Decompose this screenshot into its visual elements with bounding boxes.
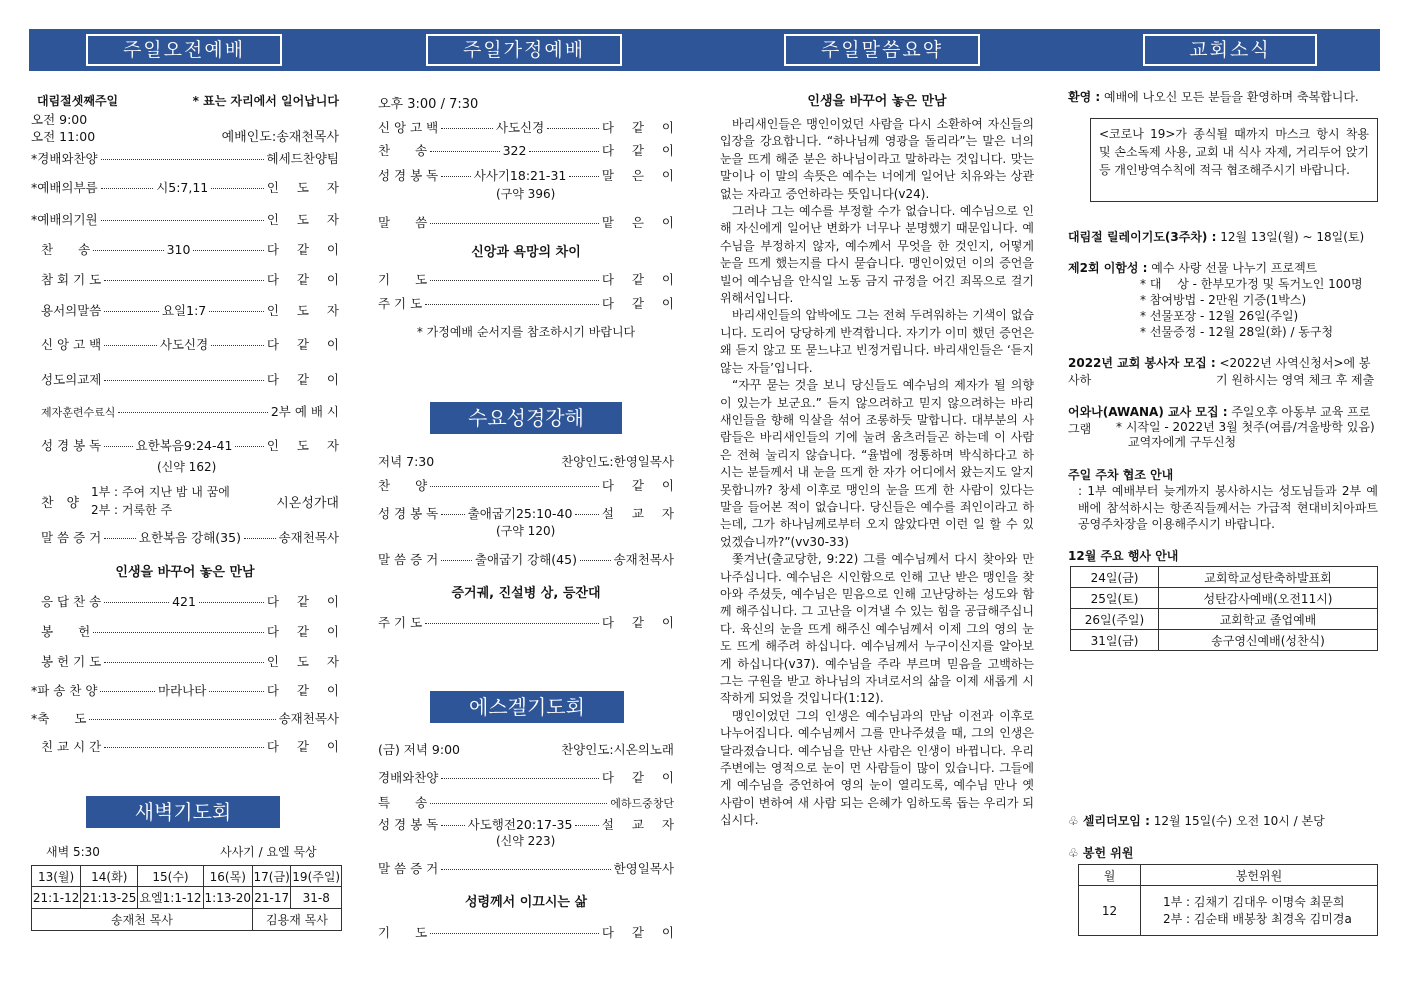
order-row: 말 씀 맡 은 이: [378, 215, 681, 230]
header-church-news: 교회소식: [1143, 34, 1317, 66]
summary-paragraph: “자꾸 묻는 것을 보니 당신들도 예수님의 제자가 될 의향이 있는가 보군요.” 듣지 않으려하고 믿지 않으려하는 바리새인들을 향해 익살을 섞어 조롱하듯 말합니다. 대부분의 사람들은 바리새인들의 기에 눌려 움츠러들곤 하는데 이 사람은 전혀 눌리지 않습니다. “율법에 정통하며 박식하다고 하시는 분들께서 내 눈을 뜨게 한 자가 어디에서 왔는지도 알지 못합니까? 창세 이후로 맹인의 눈을 뜨게 한 사람이 있다는 말을 들어본 적이 없습니다. 당신들은 예수를 죄인이라고 하는데, 그가 하나님께로부터 오지 않았다면 이런 일 할 수 있었겠습니까?”(vv30-33): [720, 378, 1034, 549]
order-row: 성 경 봉 독 출애굽기25:10-40 설 교 자: [378, 506, 682, 521]
order-row: 제자훈련수료식 2부 예 배 시: [41, 404, 339, 419]
order-row: 성 경 봉 독 요한복음9:24-41 인 도 자: [41, 438, 346, 453]
parking-text: : 1부 예배부터 늦게까지 봉사하시는 성도님들과 2부 예배에 참석하시는 항존직들께서는 가급적 현대비치아파트 공영주차장을 이용해주시기 바랍니다.: [1078, 484, 1378, 531]
ezek-title: 성령께서 이끄시는 삶: [464, 895, 588, 910]
order-row: 말 씀 증 거 출애굽기 강해(45) 송재천목사: [378, 552, 674, 567]
events-title: 12월 주요 행사 안내: [1068, 549, 1179, 563]
covid-notice: <코로나 19>가 종식될 때까지 마스크 항시 착용 및 손소독제 사용, 교회 내 식사 자제, 거리두어 앉기 등 개인방역수칙에 적극 협조해주시기 바랍니다.: [1090, 118, 1378, 202]
order-row: *경배와찬양 헤세드찬양팀: [31, 151, 339, 166]
order-row: 신 앙 고 백 사도신경 다 같 이: [378, 120, 682, 135]
choir-first: 1부 : 주여 지난 밤 내 꿈에: [91, 485, 230, 499]
ezek-leader: 찬양인도:시온의노래: [561, 742, 674, 757]
summary-paragraph: 바리새인들은 맹인이었던 사람을 다시 소환하여 자신들의 입장을 강요합니다. “하나님께 영광을 돌리라”는 말은 너의 눈을 뜨게 해준 분은 하나님이라고 말하라는 것입니다. 맞는 말이나 이 말의 속뜻은 예수는 너에게 일어난 치유와는 상관없는 자라고 증언하라는 뜻입니다(v24).: [720, 117, 1034, 201]
summary-paragraph: 맹인이었던 그의 인생은 예수님과의 만남 이전과 이후로 나누어집니다. 예수님께서 그를 만나주셨을 때, 그의 인생은 달라졌습니다. 예수님을 만난 사람은 인생이 바뀝니다. 우리 주변에는 영적으로 눈이 먼 사람들이 많이 있습니다. 그들에게 예수님을 증언하여 영의 눈이 열리도록, 예수님 만나 옛 사람이 변하여 새 사람 되는 은혜가 임하도록 돕는 우리가 되십시다.: [720, 708, 1034, 828]
family-reading-sub: (구약 396): [496, 187, 556, 201]
family-title: 신앙과 욕망의 차이: [471, 245, 581, 260]
summary-paragraph: 바리새인들의 압박에도 그는 전혀 두려워하는 기색이 없습니다. 도리어 당당하게 반격합니다. 자기가 이미 했던 증언은 왜 듣지 않고 또 묻느냐고 빈정거립니다. 바리새인들은 ‘듣지 않는 자들’입니다.: [720, 308, 1034, 375]
header-morning-service: 주일오전예배: [86, 34, 282, 66]
order-row: 친 교 시 간 다 같 이: [41, 739, 346, 754]
order-row: *축 도 송재천목사: [31, 711, 339, 726]
worship-leader: 예배인도:송재천목사: [221, 130, 339, 145]
time-first: 오전 9:00: [31, 112, 88, 127]
order-row: 성 경 봉 독 사사기18:21-31 말 은 이: [378, 168, 681, 183]
order-row: 말 씀 증 거 한영일목사: [378, 861, 674, 876]
order-row: 주 기 도 다 같 이: [378, 296, 681, 311]
order-row: 찬 송 310 다 같 이: [41, 242, 347, 257]
stand-note: * 표는 자리에서 일어납니다: [192, 94, 339, 108]
order-row: 경배와찬양 다 같 이: [378, 770, 681, 785]
header-sermon-summary: 주일말씀요약: [784, 34, 980, 66]
volunteer-recruit: 2022년 교회 봉사자 모집 : <2022년 사역신청서>에 봉사하: [1068, 356, 1371, 387]
order-row: 봉 헌 다 같 이: [41, 624, 346, 639]
order-row: 용서의말씀 요일1:7 인 도 자: [41, 303, 347, 318]
family-time: 오후 3:00 / 7:30: [378, 97, 479, 112]
family-service-column: [378, 80, 682, 950]
wednesday-banner: 수요성경강해: [430, 402, 622, 434]
dawn-table: 13(월) 14(화) 15(수) 16(목) 17(금) 19(주일) 21:1-12 21:13-25 요엘1:1-12 1:13-20 21-17 31-8 송재천 목사 김용재 목사: [31, 865, 342, 931]
order-row: 성 경 봉 독 사도행전20:17-35 설 교 자: [378, 817, 682, 832]
choir-label: 찬 양: [41, 496, 80, 511]
offering-title: ♧ 봉헌 위원: [1068, 846, 1134, 860]
dawn-text: 사사기 / 요엘 묵상: [220, 845, 317, 859]
parking-title: 주일 주차 협조 안내: [1068, 468, 1174, 482]
order-row: *예배의기원 인 도 자: [31, 212, 346, 227]
order-row: *예배의부름 시5:7,11 인 도 자: [31, 180, 346, 195]
dawn-prayer-banner: 새벽기도회: [86, 796, 280, 828]
dawn-time: 새벽 5:30: [46, 845, 100, 859]
summary-body: [720, 116, 1034, 830]
order-row: 신 앙 고 백 사도신경 다 같 이: [41, 337, 347, 352]
ezekiel-banner: 에스겔기도회: [430, 691, 624, 723]
summary-paragraph: 쫓겨난(출교당한, 9:22) 그를 예수님께서 다시 찾아와 만나주십니다. 예수님은 시인함으로 인해 고난 받은 맹인을 찾아와 주셨듯, 예수님은 믿음으로 인해 고난당하는 성도와 함께 해주십니다. 그 고난을 이겨낼 수 있는 힘을 공급해주십니다. 육신의 눈을 뜨게 해주신 예수님께서 이제 그의 영의 눈도 뜨게 해주려 하십니다. 예수님께서 누구이신지를 알아보게 하십니다(v37). 예수님을 주라 부르며 믿음을 고백하는 그는 구원을 받고 하나님의 자녀로서의 삶을 이제 새롭게 시작하게 되었을 것입니다(1:12).: [720, 552, 1034, 706]
week-name: 대림절셋째주일: [37, 94, 119, 108]
neighbor-project: 제2회 이함성 : 예수 사랑 선물 나누기 프로젝트: [1068, 261, 1318, 275]
offering-table: 월 봉헌위원 12 1부 : 김채기 김대우 이명숙 최문희 2부 : 김순태 배봉창 최경옥 김미경a: [1078, 864, 1378, 936]
awana-recruit: 어와나(AWANA) 교사 모집 : 주일오후 아동부 교육 프로그램: [1068, 405, 1371, 436]
wed-leader: 찬양인도:한영일목사: [561, 454, 674, 469]
sermon-title: 인생을 바꾸어 놓은 만남: [115, 565, 255, 580]
order-row: 성도의교제 다 같 이: [41, 372, 346, 387]
order-row: 찬 송 322 다 같 이: [378, 143, 682, 158]
order-row: 특 송 에하드중창단: [378, 795, 674, 810]
ezek-reading-sub: (신약 223): [496, 834, 556, 848]
events-table: 24일(금) 교회학교성탄축하발표회 25일(토) 성탄감사예배(오전11시) 26일(주일) 교회학교 졸업예배 31일(금) 송구영신예배(성찬식): [1070, 566, 1378, 651]
wed-time: 저녁 7:30: [378, 454, 435, 469]
order-row: 찬 양 다 같 이: [378, 478, 681, 493]
wed-title: 증거궤, 진설병 상, 등잔대: [451, 586, 601, 601]
order-row: *파 송 찬 양 마라나타 다 같 이: [31, 683, 347, 698]
header-family-service: 주일가정예배: [426, 34, 622, 66]
relay-prayer: 대림절 릴레이기도(3주차) : 12월 13일(월) ~ 18일(토): [1068, 230, 1365, 244]
summary-paragraph: 그러나 그는 예수를 부정할 수가 없습니다. 예수님으로 인해 자신에게 일어난 변화가 너무나 분명했기 때문입니다. 예수님을 부정하지 않자, 예수께서 무엇을 한 것인지, 어떻게 눈을 뜨게 했는지를 다시 묻습니다. 맹인이었던 이의 증언을 빌어 예수님을 안식일 노동 금지 규정을 어긴 죄목으로 걸기 위해서입니다.: [720, 204, 1034, 306]
order-row: 참 회 기 도 다 같 이: [41, 272, 346, 287]
wed-reading-sub: (구약 120): [496, 524, 556, 538]
cell-leader-meeting: ♧ 셀리더모임 : 12월 15일(수) 오전 10시 / 본당: [1068, 814, 1325, 828]
ezek-time: (금) 저녁 9:00: [378, 742, 460, 757]
order-row: 기 도 다 같 이: [378, 925, 681, 940]
sermon-row: 말 씀 증 거 요한복음 강해(35) 송재천목사: [41, 530, 339, 545]
welcome-line: 환영 : 예배에 나오신 모든 분들을 환영하며 축복합니다.: [1068, 90, 1359, 104]
awana-details: * 시작일 - 2022년 3월 첫주(여름/겨울방학 있음) 교역자에게 구두신청: [1116, 420, 1375, 449]
order-row: 기 도 다 같 이: [378, 272, 681, 287]
choir-second: 2부 : 거룩한 주: [91, 503, 173, 517]
family-note: * 가정예배 순서지를 참조하시기 바랍니다: [416, 325, 636, 339]
order-row: 봉 헌 기 도 인 도 자: [41, 654, 346, 669]
order-row: 응 답 찬 송 421 다 같 이: [41, 594, 346, 609]
volunteer-text-2: 기 원하시는 영역 체크 후 제출: [1216, 373, 1375, 387]
time-second: 오전 11:00: [31, 129, 96, 144]
choir-who: 시온성가대: [276, 496, 339, 511]
reading-sub: (신약 162): [157, 460, 217, 474]
summary-title: 인생을 바꾸어 놓은 만남: [807, 94, 947, 109]
order-row: 주 기 도 다 같 이: [378, 615, 681, 630]
neighbor-items: * 대 상 - 한부모가정 및 독거노인 100명 * 참여방법 - 2만원 기증(1박스) * 선물포장 - 12월 26일(주일) * 선물증정 - 12월 28일(화) / 동구청: [1140, 277, 1363, 339]
